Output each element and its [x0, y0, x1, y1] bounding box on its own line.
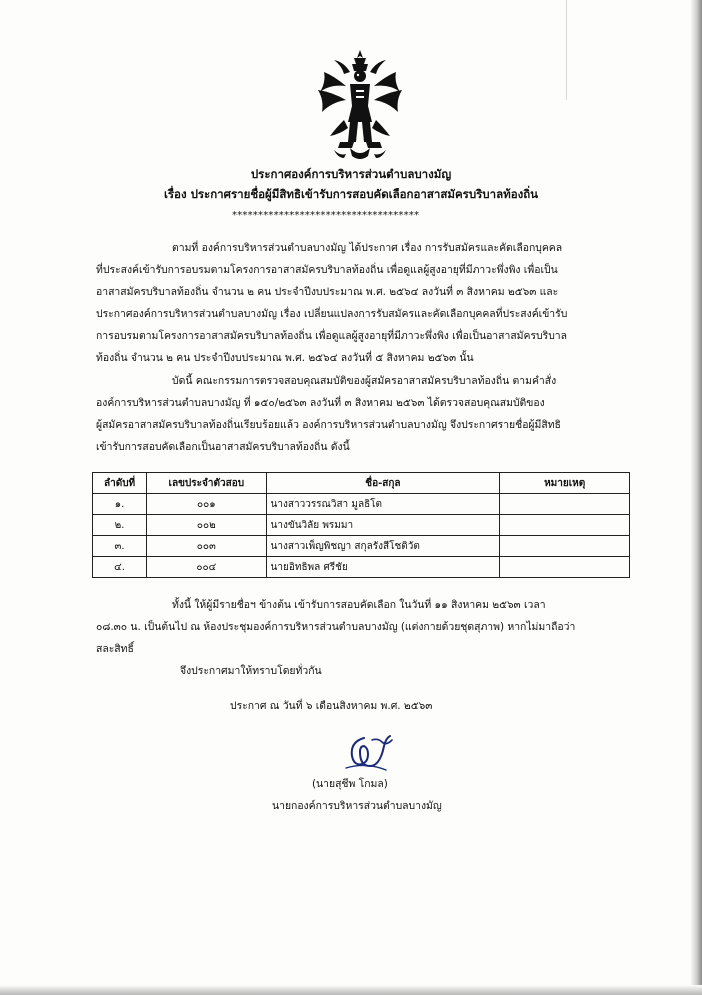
row-exam-id: ๐๐๔: [147, 557, 266, 578]
row-exam-id: ๐๐๓: [147, 536, 266, 557]
paragraph-2-line: องค์การบริหารส่วนตำบลบางมัญ ที่ ๑๕๐/๒๕๖๓ ลงวันที่ ๓ สิงหาคม ๒๕๖๓ ได้ตรวจสอบคุณสมบัติของ: [96, 397, 545, 409]
paragraph-2-line: ผู้สมัครอาสาสมัครบริบาลท้องถิ่นเรียบร้อยแล้ว องค์การบริหารส่วนตำบลบางมัญ จึงประกาศรายชื่อผู้มีสิทธิ: [96, 419, 561, 431]
scan-bottom-shadow: [0, 985, 702, 995]
paragraph-2-line: เข้ารับการสอบคัดเลือกเป็นอาสาสมัครบริบาลท้องถิ่น ดังนี้: [96, 441, 350, 453]
paragraph-2-line: บัดนี้ คณะกรรมการตรวจสอบคุณสมบัติของผู้สมัครอาสาสมัครบริบาลท้องถิ่น ตามคำสั่ง: [172, 375, 557, 387]
paragraph-1-line: อาสาสมัครบริบาลท้องถิ่น จำนวน ๒ คน ประจำปีงบประมาณ พ.ศ. ๒๕๖๔ ลงวันที่ ๓ สิงหาคม ๒๕๖๓ และ: [96, 286, 559, 298]
scan-fold-line: [566, 0, 567, 100]
row-remark: [500, 557, 630, 578]
table-row: [93, 536, 630, 557]
row-fullname: นางสาวเพ็ญพิชญา สกุลรังสีโชติวัต: [266, 536, 500, 557]
paragraph-1-line: ประกาศองค์การบริหารส่วนตำบลบางมัญ เรื่อง เปลี่ยนแปลงการรับสมัครและคัดเลือกบุคคลที่ประสงค์เข้ารับ: [96, 308, 568, 320]
table-header-row: [93, 473, 630, 494]
row-remark: [500, 494, 630, 515]
closing-statement: จึงประกาศมาให้ทราบโดยทั่วกัน: [180, 665, 322, 677]
applicants-table: [92, 472, 630, 578]
row-fullname: นายอิทธิพล ศรีชัย: [266, 557, 500, 578]
paragraph-1-line: ที่ประสงค์เข้ารับการอบรมตามโครงการอาสาสมัครบริบาลท้องถิ่น เพื่อดูแลผู้สูงอายุที่มีภาวะพึ่งพิง เพื่อเป็น: [96, 264, 558, 276]
row-order: ๑.: [93, 494, 147, 515]
document-subject: เรื่อง ประกาศรายชื่อผู้มีสิทธิเข้ารับการสอบคัดเลือกอาสาสมัครบริบาลท้องถิ่น: [163, 187, 539, 201]
signer-position: นายกองค์การบริหารส่วนตำบลบางมัญ: [272, 800, 442, 812]
paragraph-1-line: การอบรมตามโครงการอาสาสมัครบริบาลท้องถิ่น เพื่อดูแลผู้สูงอายุที่มีภาวะพึ่งพิง เพื่อเป็นอาสาสมัครบริบาล: [96, 330, 568, 342]
announcement-date: ประกาศ ณ วันที่ ๖ เดือนสิงหาคม พ.ศ. ๒๕๖๓: [230, 700, 433, 712]
row-fullname: นางสาววรรณวิสา มูลธิโต: [266, 494, 500, 515]
separator-line: ************************************: [232, 210, 420, 221]
table-row: [93, 515, 630, 536]
row-exam-id: ๐๐๑: [147, 494, 266, 515]
garuda-emblem-icon: [314, 50, 406, 160]
header-remark: หมายเหตุ: [500, 473, 630, 494]
header-exam-id: เลขประจำตัวสอบ: [147, 473, 266, 494]
row-order: ๓.: [93, 536, 147, 557]
paragraph-1-line: ตามที่ องค์การบริหารส่วนตำบลบางมัญ ได้ประกาศ เรื่อง การรับสมัครและคัดเลือกบุคคล: [172, 242, 563, 254]
paragraph-1-line: ท้องถิ่น จำนวน ๒ คน ประจำปีงบประมาณ พ.ศ. ๒๕๖๔ ลงวันที่ ๕ สิงหาคม ๒๕๖๓ นั้น: [96, 352, 474, 364]
table-row: [93, 494, 630, 515]
paragraph-3-line: สละสิทธิ์: [96, 643, 134, 655]
document-title: ประกาศองค์การบริหารส่วนตำบลบางมัญ: [250, 167, 452, 181]
table-row: [93, 557, 630, 578]
scan-edge-shadow: [690, 0, 702, 995]
paragraph-3-line: ทั้งนี้ ให้ผู้มีรายชื่อฯ ข้างต้น เข้ารับการสอบคัดเลือก ในวันที่ ๑๑ สิงหาคม ๒๕๖๓ เวลา: [172, 599, 546, 611]
row-exam-id: ๐๐๒: [147, 515, 266, 536]
row-order: ๔.: [93, 557, 147, 578]
row-fullname: นางขันวิลัย พรมมา: [266, 515, 500, 536]
row-remark: [500, 536, 630, 557]
signature-icon: [342, 732, 398, 776]
row-remark: [500, 515, 630, 536]
signer-name: (นายสุชีพ โกมล): [312, 778, 388, 790]
row-order: ๒.: [93, 515, 147, 536]
paragraph-3-line: ๐๘.๓๐ น. เป็นต้นไป ณ ห้องประชุมองค์การบริหารส่วนตำบลบางมัญ (แต่งกายด้วยชุดสุภาพ) หากไม่มาถือว่า: [96, 621, 576, 633]
header-fullname: ชื่อ-สกุล: [266, 473, 500, 494]
header-order: ลำดับที่: [93, 473, 147, 494]
